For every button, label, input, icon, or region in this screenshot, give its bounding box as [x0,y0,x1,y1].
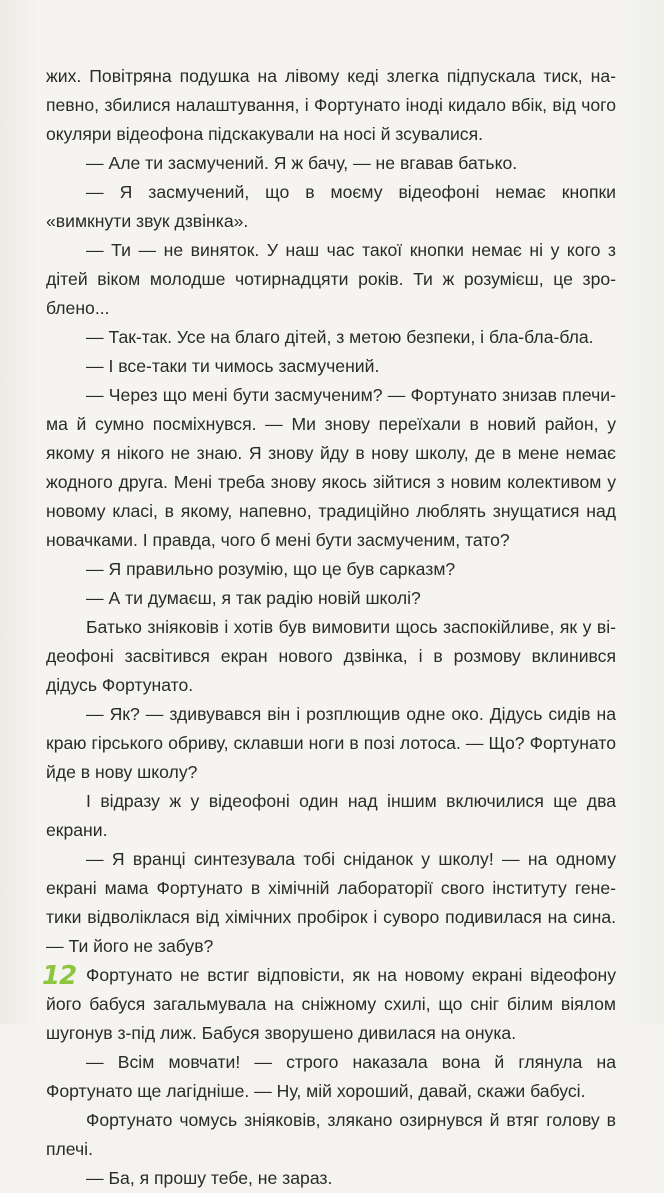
paragraph: — Всім мовчати! — строго наказала вона й глянула на Фортунато ще лагідніше. — Ну, мій хороший, давай, скажи бабусі. [46,1052,616,1101]
paragraph: Батько зніяковів і хотів був вимовити щось заспокійливе, як у відеофоні засвітився екран нового дзвінка, і в розмову вклинився дідусь Фортунато. [46,617,616,695]
paragraph: — Так-так. Усе на благо дітей, з метою безпеки, і бла-бла-бла. [86,327,594,347]
paragraph: — Як? — здивувався він і розплющив одне око. Дідусь сидів на краю гірського обриву, склавши ноги в позі лотоса. — Що? Фортунато йде в нову школу? [46,704,616,782]
paragraph: — І все-таки ти чимось засмучений. [86,356,380,376]
paragraph: — Через що мені бути засмученим? — Фортунато знизав плечима й сумно посміхнувся. — Ми знову переїхали в новий район, у якому я нікого не знаю. Я знову йду в нову школу, де в мене немає жодного друга. Мені треба знову якось зійтися з новим колективом у новому класі, в якому, напевно, традиційно люблять знущатися над новачками. І правда, чого б мені бути засмученим, тато? [46,385,616,550]
paragraph: — Я правильно розумію, що це був сарказм? [86,559,456,579]
body-text [46,62,616,1193]
paragraph: — А ти думаєш, я так радію новій школі? [86,588,421,608]
paragraph: І відразу ж у відеофоні один над іншим включилися ще два екрани. [46,791,616,840]
paragraph: Фортунато не встиг відповісти, як на новому екрані відеофону його бабуся загальмувала на сніжному схилі, що сніг білим віялом шугонув з-під лиж. Бабуся зворушено дивилася на онука. [46,965,616,1043]
paragraph: — Я засмучений, що в моєму відеофоні немає кнопки «вимкнути звук дзвінка». [46,182,616,231]
paragraph: — Але ти засмучений. Я ж бачу, — не вгавав батько. [86,153,518,173]
paragraph: — Я вранці синтезувала тобі сніданок у школу! — на одному екрані мама Фортунато в хімічній лабораторії свого інституту генетики відволіклася від хімічних пробірок і суворо подивилася на сина. — Ти його не забув? [46,849,616,956]
page-number: 12 [42,961,77,991]
paragraph: Фортунато чомусь зніяковів, злякано озирнувся й втяг голову в плечі. [46,1110,616,1159]
paragraph: — Ти — не виняток. У наш час такої кнопки немає ні у кого з дітей віком молодше чотирнадцяти років. Ти ж розумієш, це зроблено... [46,240,616,318]
paragraph: — Ба, я прошу тебе, не зараз. [86,1168,333,1188]
paragraph: жих. Повітряна подушка на лівому кеді злегка підпускала тиск, напевно, збилися налаштування, і Фортунато іноді кидало вбік, від чого окуляри відеофона підскакували на носі й зсувалися. [46,66,616,144]
